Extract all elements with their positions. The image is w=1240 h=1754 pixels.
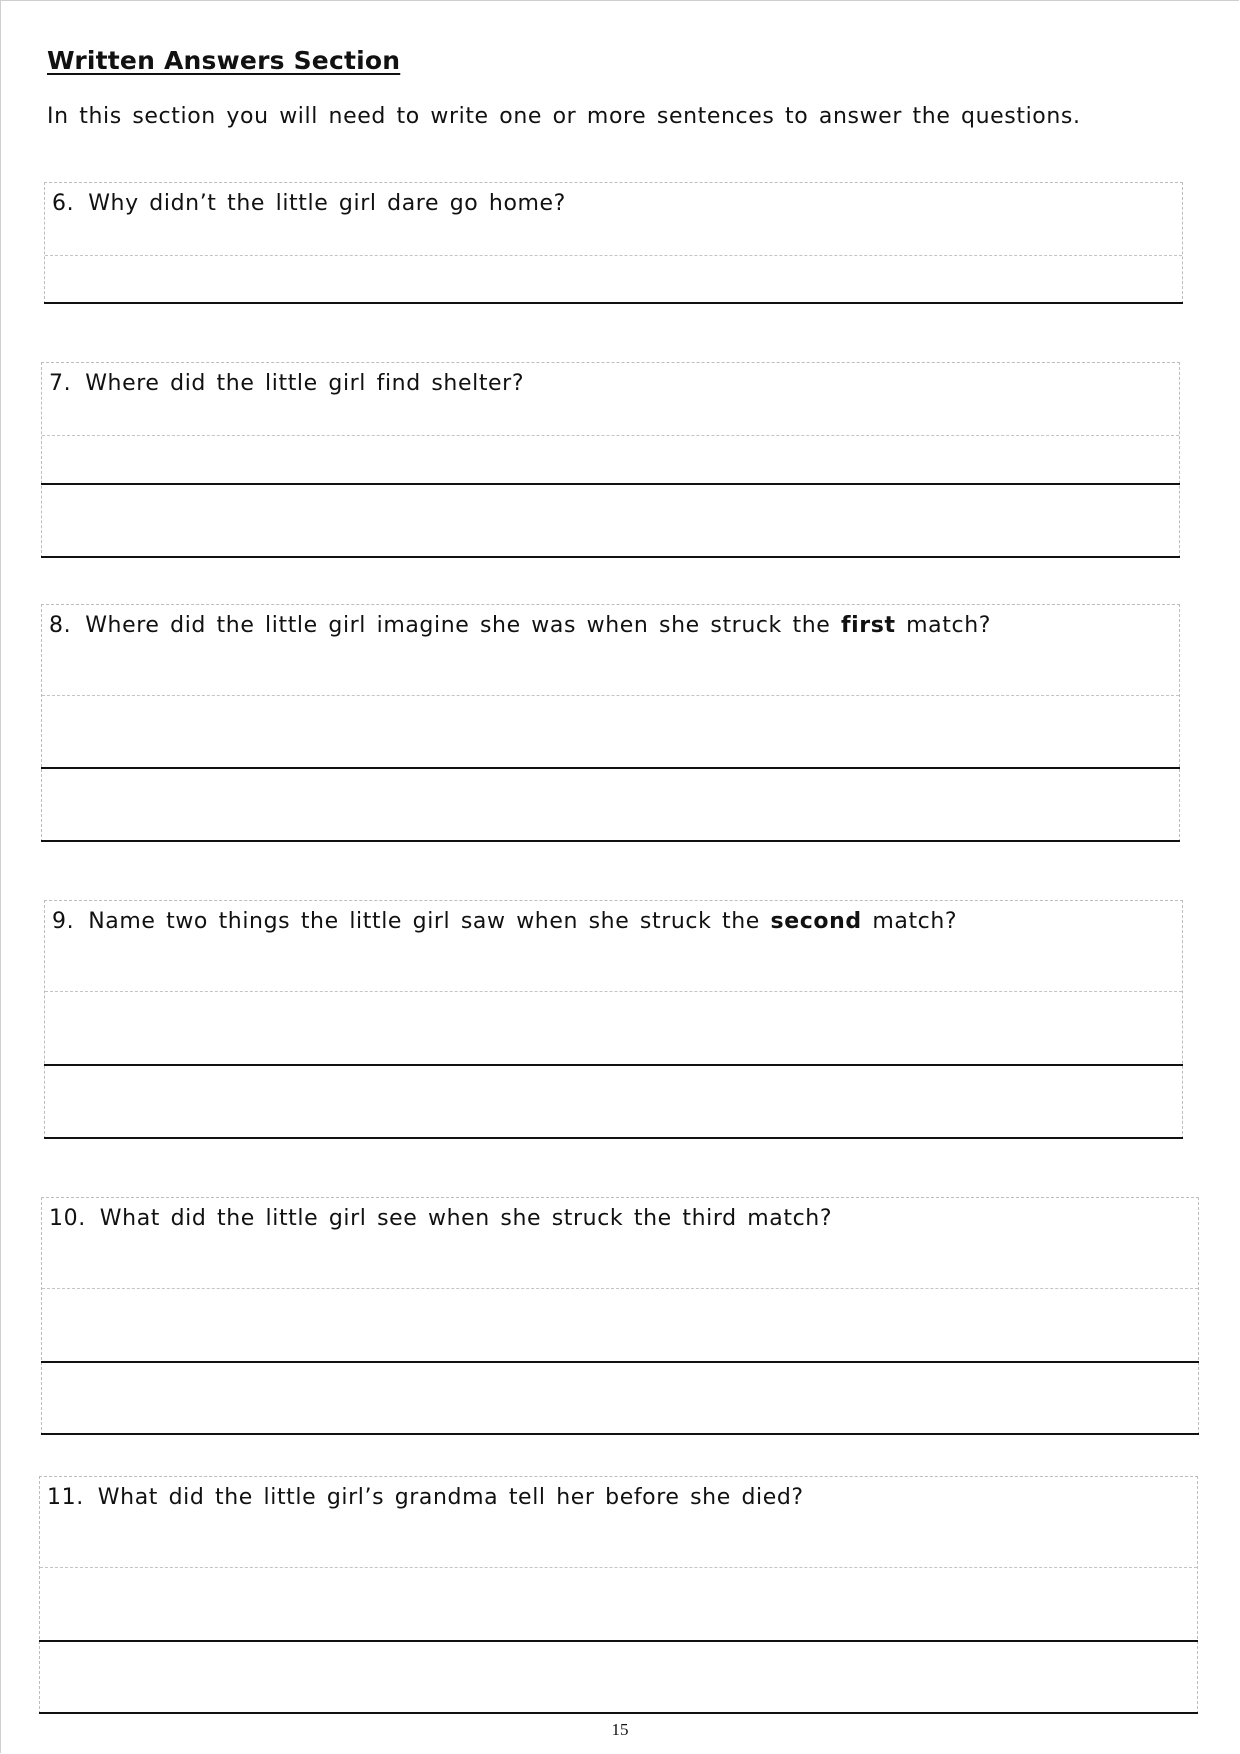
page-number: 15 bbox=[611, 1720, 629, 1739]
answer-line[interactable] bbox=[41, 1433, 1199, 1435]
question-number: 6. bbox=[52, 191, 75, 216]
question-10-text: 10. What did the little girl see when she struck the third match? bbox=[49, 1206, 833, 1231]
writing-guide-line bbox=[45, 991, 1182, 992]
answer-line[interactable] bbox=[41, 1361, 1199, 1363]
answer-line[interactable] bbox=[41, 840, 1180, 842]
question-11-box bbox=[39, 1476, 1198, 1714]
writing-guide-line bbox=[45, 255, 1182, 256]
question-10-box bbox=[41, 1197, 1199, 1435]
answer-line[interactable] bbox=[41, 556, 1180, 558]
writing-guide-line bbox=[42, 695, 1179, 696]
answer-line[interactable] bbox=[41, 767, 1180, 769]
section-heading: Written Answers Section bbox=[47, 46, 401, 75]
answer-line[interactable] bbox=[44, 1137, 1183, 1139]
answer-line[interactable] bbox=[44, 302, 1183, 304]
question-8-text: 8. Where did the little girl imagine she was when she struck the first match? bbox=[49, 613, 992, 638]
answer-line[interactable] bbox=[39, 1640, 1198, 1642]
question-number: 8. bbox=[49, 613, 72, 638]
question-7-box bbox=[41, 362, 1180, 558]
question-number: 7. bbox=[49, 371, 72, 396]
question-number: 10. bbox=[49, 1206, 86, 1231]
question-9-text: 9. Name two things the little girl saw when she struck the second match? bbox=[52, 909, 958, 934]
section-instructions: In this section you will need to write one or more sentences to answer the questions. bbox=[47, 104, 1081, 129]
question-8-box bbox=[41, 604, 1180, 842]
writing-guide-line bbox=[42, 1288, 1198, 1289]
answer-line[interactable] bbox=[39, 1712, 1198, 1714]
question-7-text: 7. Where did the little girl find shelter? bbox=[49, 371, 525, 396]
question-9-box bbox=[44, 900, 1183, 1139]
question-6-text: 6. Why didn’t the little girl dare go home? bbox=[52, 191, 566, 216]
answer-line[interactable] bbox=[41, 483, 1180, 485]
question-11-text: 11. What did the little girl’s grandma tell her before she died? bbox=[47, 1485, 804, 1510]
writing-guide-line bbox=[40, 1567, 1197, 1568]
question-number: 11. bbox=[47, 1485, 84, 1510]
answer-line[interactable] bbox=[44, 1064, 1183, 1066]
question-number: 9. bbox=[52, 909, 75, 934]
writing-guide-line bbox=[42, 435, 1179, 436]
question-6-box bbox=[44, 182, 1183, 304]
